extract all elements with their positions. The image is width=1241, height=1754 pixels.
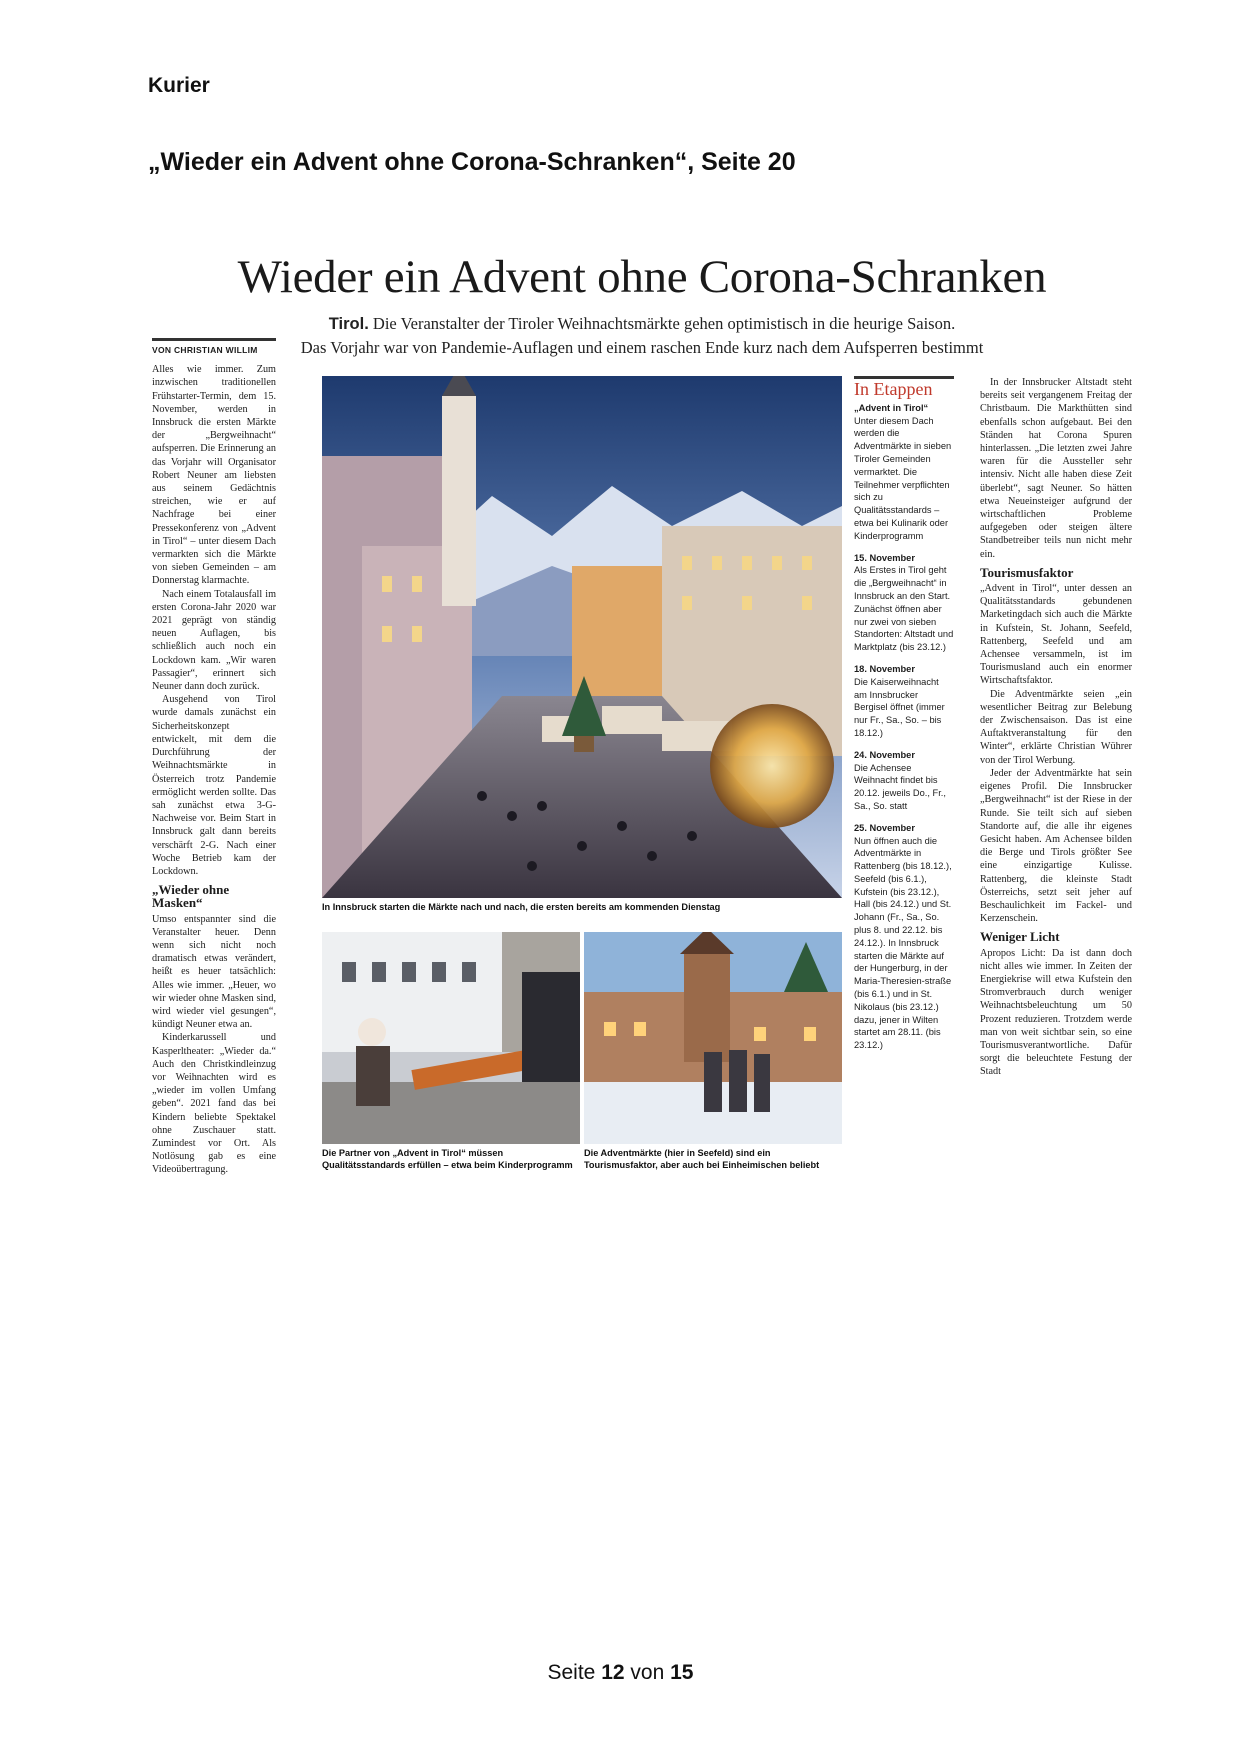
paragraph: „Advent in Tirol“, unter dessen an Qualitätsstandards gebundenen Marketingdach sich auch die Märkte in Kufstein, St. Johann, Seefeld, Rattenberg, Seefeld und am Achensee versammeln, ist im Tourismusland auch ein enormer Wirtschaftsfaktor. (980, 583, 1132, 687)
footer-middle: von (630, 1661, 665, 1684)
photo-right-caption: Die Adventmärkte (hier in Seefeld) sind ein Tourismusfaktor, aber auch bei Einheimischen beliebt (584, 1148, 820, 1170)
paragraph: Ausgehend von Tirol wurde damals zunächst ein Sicherheitskonzept entwickelt, mit dem die Durchführung der Weihnachtsmärkte in Österreich trotz Pandemie ermöglicht werden sollte. Das sah zunächst etwa 3-G-Nachweise vor. Beim Start in Innsbruck galt dann bereits verschärft 2-G. Nach einer Woche Betrieb kam der Lockdown. (152, 694, 276, 877)
seefeld-illustration (584, 932, 842, 1144)
event-item (854, 749, 954, 813)
subheadline-line-2: Das Vorjahr war von Pandemie-Auflagen und einem raschen Ende kurz nach dem Aufsperren bestimmt (300, 338, 984, 357)
paragraph: Die Adventmärkte seien „ein wesentlicher Beitrag zur Belebung der Zwischensaison. Das ist eine Auftaktveranstaltung für den Winter“, erklärte Christian Wührer von der Tirol Werbung. (980, 688, 1132, 766)
event-date: 24. November (854, 749, 915, 760)
photo-kinderprogramm (322, 932, 580, 1144)
paragraph: In der Innsbrucker Altstadt steht bereits seit vergangenem Freitag der Christbaum. Die Markthütten sind ebenfalls schon aufgebaut. Bei den Ständen hat Corona Spuren hinterlassen. „Die letzten zwei Jahre waren für die Aussteller sehr intensiv. Nicht alle haben diese Zeit überlebt“, sagt Neuner. So hätten etwa Neueinsteiger aufgrund der wirtschaftlichen Probleme aufgegeben oder steigen ältere Standbetreiber teils nun nicht mehr ein. (980, 377, 1132, 560)
event-text: Nun öffnen auch die Adventmärkte in Rattenberg (bis 18.12.), Seefeld (bis 6.1.), Kufstein (bis 23.12.), Hall (bis 24.12.) und St. Johann (Fr., Sa., So. plus 8. und 22.12. bis 24.12.). In Innsbruck starten die Märkte auf der Hungerburg, in der Maria-Theresien-straße (bis 6.1.) und in St. Nikolaus (bis 23.12.) dazu, jener in Wilten startet am 28.11. (bis 23.12.) (854, 835, 952, 1051)
photo-seefeld (584, 932, 842, 1144)
photo-main-caption: In Innsbruck starten die Märkte nach und nach, die ersten bereits am kommenden Dienstag (322, 902, 721, 912)
kicker: Tirol. (328, 315, 369, 333)
paragraph: Alles wie immer. Zum inzwischen traditionellen Frühstarter-Termin, dem 15. November, werden in Innsbruck die ersten Märkte der „Bergweihnacht“ aufsperren. Die Erinnerung an das Vorjahr will Organisator Robert Neuner am liebsten aus seinem Gedächtnis streichen, wie er auf Nachfrage bei einer Pressekonferenz von „Advent in Tirol“ – unter diesem Dach vermarkten sich die Märkte von sieben Gemeinden – am Donnerstag klarmachte. (152, 364, 276, 587)
kinderprogramm-illustration (322, 932, 580, 1144)
paragraph: Apropos Licht: Da ist dann doch nicht alles wie immer. In Zeiten der Energiekrise will etwa Kufstein den Stromverbrauch durch weniger Weihnachtsbeleuchtung um 50 Prozent reduzieren. Trotzdem werde man von weit sichtbar sein, so eine Tourismusverantwortliche. Dafür sorgt die beleuchtete Festung der Stadt (980, 947, 1132, 1078)
event-item (854, 663, 954, 740)
sidebar-in-etappen (854, 376, 954, 1061)
footer-prefix: Seite (547, 1661, 596, 1684)
event-text: Die Kaiserweihnacht am Innsbrucker Bergisel öffnet (immer nur Fr., Sa., So. – bis 18.12.) (854, 676, 945, 738)
event-item (854, 822, 954, 1052)
article-reference: „Wieder ein Advent ohne Corona-Schranken“, Seite 20 (148, 148, 796, 176)
event-date: 18. November (854, 663, 915, 674)
sidebar-intro-text: Unter diesem Dach werden die Adventmärkte in sieben Tiroler Gemeinden vermarktet. Die Teilnehmer verpflichten sich zu Qualitätsstandards – etwa bei Kulinarik oder Kinderprogramm (854, 415, 952, 541)
byline: VON CHRISTIAN WILLIM (152, 345, 258, 355)
paragraph: Jeder der Adventmärkte hat sein eigenes Profil. Die Innsbrucker „Bergweihnacht“ ist der Riese in der Runde. Sie teilt sich auf sieben Standorte auf, die alle ihr eigenes Gesicht haben. Am Achensee bilden die Berge und Tirols größter See eine einzigartige Kulisse. Rattenberg, die kleinste Stadt Österreichs, setzt seit jeher auf Beschaulichkeit im Fackel- und Kerzenschein. (980, 767, 1132, 925)
article-column-4 (980, 376, 1132, 1079)
column-rule (152, 338, 276, 341)
sidebar-intro-title: „Advent in Tirol“ (854, 402, 929, 413)
subheading: „Wieder ohne Masken“ (152, 882, 230, 911)
page-footer (0, 1661, 1241, 1685)
newspaper-clipping (152, 236, 1140, 1186)
subheading: Weniger Licht (980, 929, 1060, 945)
event-date: 15. November (854, 552, 915, 563)
footer-page-number: 12 (601, 1661, 625, 1684)
paragraph: Kinderkarussell und Kasperltheater: „Wieder da.“ Auch den Christkindleinzug vor Weihnachten wird es „wieder im vollen Umfang geben“. 2021 fand das bei Kindern beliebte Spektakel ohne Zuschauer statt. Zumindest vor Ort. Als Notlösung gab es eine Videoübertragung. (152, 1032, 276, 1176)
event-text: Als Erstes in Tirol geht die „Bergweihnacht“ in Innsbruck an den Start. Zunächst öffnen aber nur zwei von sieben Standorten: Altstadt und Marktplatz (bis 23.12.) (854, 565, 954, 653)
article-headline: Wieder ein Advent ohne Corona-Schranken (237, 251, 1047, 303)
paragraph: Nach einem Totalausfall im ersten Corona-Jahr 2020 war 2021 geprägt von ständig neuen Auflagen, bis schließlich auch noch ein Lockdown kam. „Wir waren Passagier“, erinnert sich Neuner dann doch zurück. (152, 588, 276, 693)
event-text: Die Achensee Weihnacht findet bis 20.12. jeweils Do., Fr., Sa., So. statt (854, 762, 946, 811)
sidebar-title: In Etappen (854, 379, 933, 399)
photo-innsbruck-market (322, 376, 842, 898)
innsbruck-market-illustration (322, 376, 842, 898)
article-column-1 (152, 338, 276, 1177)
footer-page-total: 15 (670, 1661, 694, 1684)
subheadline-line-1: Die Veranstalter der Tiroler Weihnachtsmärkte gehen optimistisch in die heurige Saison. (372, 314, 956, 333)
event-item (854, 552, 954, 654)
publication-name: Kurier (148, 74, 210, 97)
subheading: Tourismusfaktor (980, 564, 1074, 580)
article-subheadline (192, 312, 1092, 359)
sidebar-intro (854, 402, 954, 543)
photo-left-caption: Die Partner von „Advent in Tirol“ müssen Qualitätsstandards erfüllen – etwa beim Kinderprogramm (322, 1148, 573, 1170)
paragraph: Umso entspannter sind die Veranstalter heuer. Denn wenn sich nicht noch dramatisch etwas verändert, heißt es heuer tatsächlich: Alles wie immer. „Heuer, wo wir wieder ohne Masken sind, wird wieder viel gesungen“, kündigt Neuner etwa an. (152, 913, 276, 1031)
event-date: 25. November (854, 822, 915, 833)
